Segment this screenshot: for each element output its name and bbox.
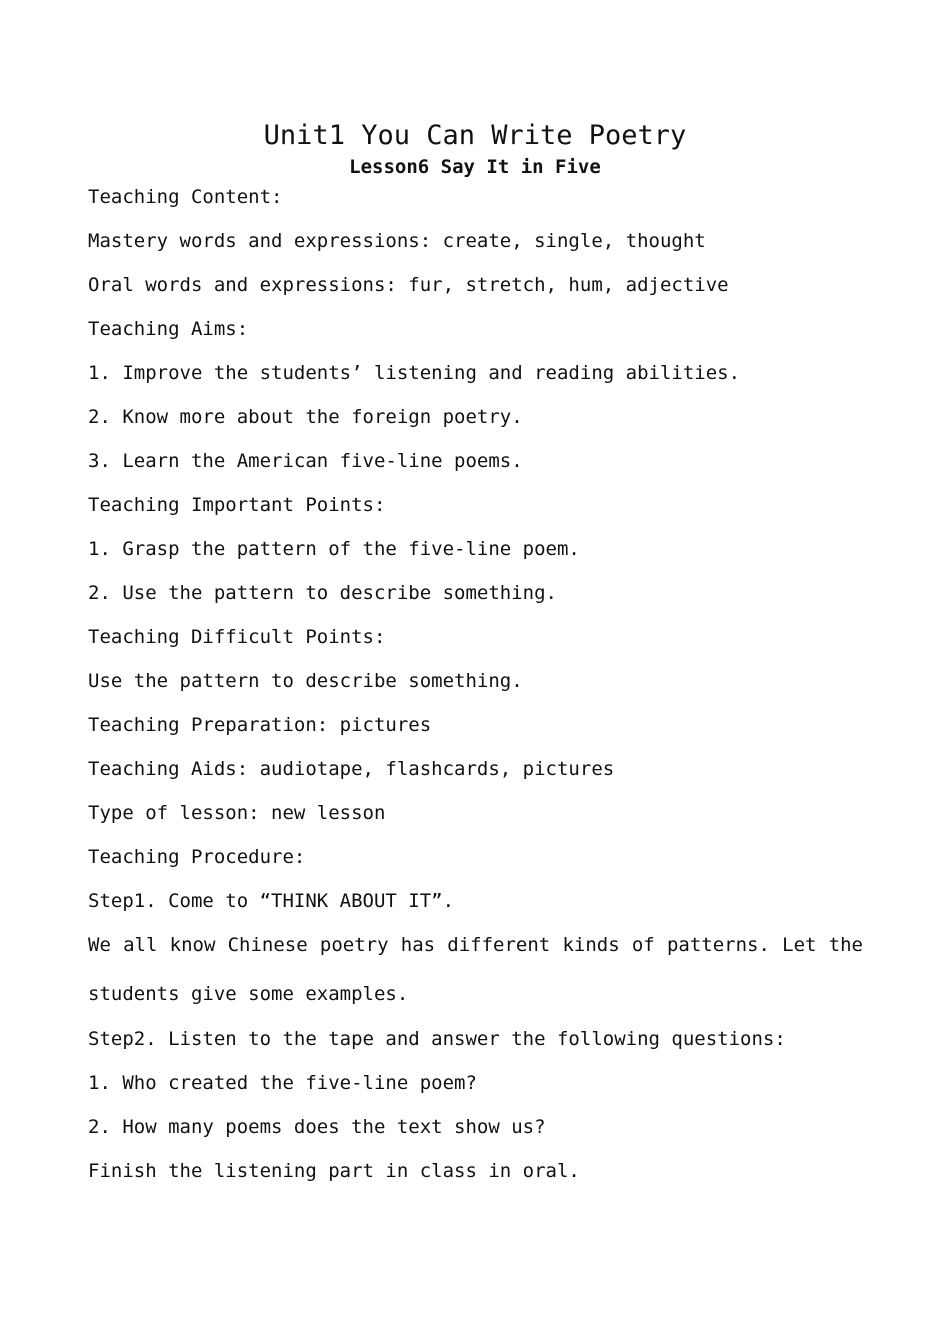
text-line: Oral words and expressions: fur, stretch, hum, adjective — [88, 274, 729, 296]
step-heading: Step2. Listen to the tape and answer the following questions: — [88, 1028, 786, 1050]
text-line: Finish the listening part in class in oral. — [88, 1160, 580, 1182]
list-item: 2. Use the pattern to describe something. — [88, 582, 557, 604]
paragraph-line: We all know Chinese poetry has different kinds of patterns. Let the — [88, 934, 863, 956]
heading-teaching-aims: Teaching Aims: — [88, 318, 249, 340]
text-line: Teaching Preparation: pictures — [88, 714, 432, 736]
heading-difficult-points: Teaching Difficult Points: — [88, 626, 386, 648]
list-item: 2. Know more about the foreign poetry. — [88, 406, 523, 428]
text-line: Teaching Aids: audiotape, flashcards, pictures — [88, 758, 615, 780]
list-item: 3. Learn the American five-line poems. — [88, 450, 523, 472]
list-item: 2. How many poems does the text show us? — [88, 1116, 546, 1138]
text-line: Use the pattern to describe something. — [88, 670, 523, 692]
step-heading: Step1. Come to “THINK ABOUT IT”. — [88, 890, 455, 912]
paragraph-line: students give some examples. — [88, 983, 409, 1005]
document-subtitle: Lesson6 Say It in Five — [349, 156, 601, 178]
text-line: Mastery words and expressions: create, single, thought — [88, 230, 706, 252]
heading-teaching-content: Teaching Content: — [88, 186, 283, 208]
list-item: 1. Improve the students’ listening and reading abilities. — [88, 362, 741, 384]
text-line: Type of lesson: new lesson — [88, 802, 386, 824]
heading-teaching-procedure: Teaching Procedure: — [88, 846, 306, 868]
list-item: 1. Who created the five-line poem? — [88, 1072, 477, 1094]
heading-important-points: Teaching Important Points: — [88, 494, 386, 516]
document-title: Unit1 You Can Write Poetry — [263, 120, 687, 151]
list-item: 1. Grasp the pattern of the five-line poem. — [88, 538, 580, 560]
